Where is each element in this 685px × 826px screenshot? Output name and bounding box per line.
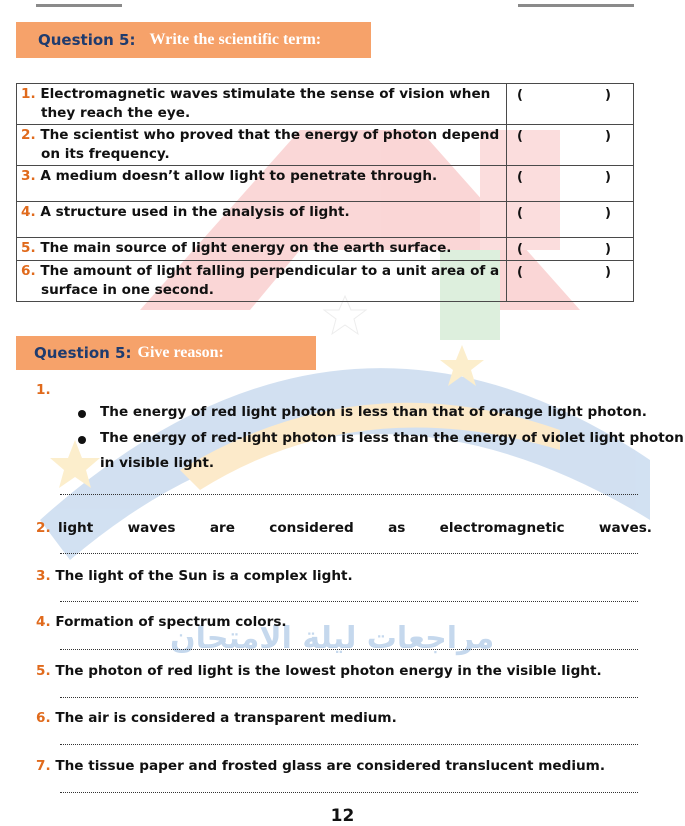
reason-number: 2. [36, 520, 51, 536]
question-label: Question 5: [38, 31, 136, 49]
reason-item [36, 758, 605, 774]
reason-text: The tissue paper and frosted glass are considered translucent medium. [55, 758, 605, 774]
term-question [17, 202, 507, 238]
question-text-cont: surface in one second. [41, 282, 214, 298]
answer-line[interactable] [60, 792, 638, 793]
open-paren: ( [517, 88, 523, 103]
reason-word: electromagnetic [439, 520, 565, 536]
bullet-icon [78, 410, 86, 418]
close-paren: ) [605, 242, 611, 257]
table-row [17, 84, 634, 125]
question-label: Question 5: [34, 344, 132, 362]
answer-line[interactable] [60, 494, 638, 495]
item-number: 6. [21, 263, 36, 279]
term-question [17, 125, 507, 166]
question-text: The main source of light energy on the earth surface. [40, 240, 452, 256]
reason-text-justified [58, 520, 652, 536]
term-question [17, 84, 507, 125]
banner-title: Write the scientific term: [149, 31, 322, 48]
open-paren: ( [517, 242, 523, 257]
reason-text: The air is considered a transparent medium. [55, 710, 397, 726]
question-text-cont: they reach the eye. [41, 105, 191, 121]
top-rule-left [36, 4, 122, 7]
open-paren: ( [517, 206, 523, 221]
watermark-arabic-text: مراجعات ليلة الامتحان [170, 621, 495, 656]
reason-text: The photon of red light is the lowest photon energy in the visible light. [55, 663, 602, 679]
top-rule-right [518, 4, 634, 7]
item-number: 1. [21, 86, 36, 102]
question-text: A medium doesn’t allow light to penetrate through. [40, 168, 438, 184]
question-text: Electromagnetic waves stimulate the sense of vision when [40, 86, 491, 102]
reason-word: are [209, 520, 235, 536]
question-text: The amount of light falling perpendicular to a unit area of a [40, 263, 500, 279]
reason-word: considered [269, 520, 354, 536]
reason-number: 3. [36, 568, 51, 584]
question-text-cont: on its frequency. [41, 146, 170, 162]
term-question [17, 166, 507, 202]
close-paren: ) [605, 206, 611, 221]
page-number: 12 [330, 806, 355, 826]
answer-cell[interactable] [507, 84, 634, 125]
table-row [17, 238, 634, 261]
answer-line[interactable] [60, 601, 638, 602]
give-reason-banner [16, 336, 316, 370]
table-row [17, 166, 634, 202]
reason-number: 1. [36, 382, 51, 398]
question-text: A structure used in the analysis of light. [40, 204, 350, 220]
close-paren: ) [605, 170, 611, 185]
table-row [17, 261, 634, 302]
scientific-term-table [16, 83, 634, 302]
question-text: The scientist who proved that the energy of photon depend [40, 127, 500, 143]
bullet-icon [78, 436, 86, 444]
item-number: 2. [21, 127, 36, 143]
answer-cell[interactable] [507, 125, 634, 166]
table-row [17, 125, 634, 166]
reason-word: waves. [598, 520, 652, 536]
reason-bullet-text-cont: in visible light. [100, 455, 215, 471]
reason-number: 5. [36, 663, 51, 679]
term-question [17, 238, 507, 261]
answer-cell[interactable] [507, 202, 634, 238]
item-number: 4. [21, 204, 36, 220]
answer-line[interactable] [60, 744, 638, 745]
reason-item [36, 663, 602, 679]
close-paren: ) [605, 88, 611, 103]
answer-cell[interactable] [507, 238, 634, 261]
reason-number: 4. [36, 614, 51, 630]
answer-line[interactable] [60, 553, 638, 554]
item-number: 5. [21, 240, 36, 256]
reason-bullet-text: The energy of red-light photon is less than the energy of violet light photon [100, 430, 684, 446]
term-question [17, 261, 507, 302]
reason-number: 7. [36, 758, 51, 774]
banner-title: Give reason: [137, 344, 224, 361]
open-paren: ( [517, 170, 523, 185]
close-paren: ) [605, 265, 611, 280]
reason-item [36, 710, 397, 726]
reason-item [36, 568, 353, 584]
reason-word: waves [127, 520, 176, 536]
reason-word: as [388, 520, 406, 536]
close-paren: ) [605, 129, 611, 144]
answer-cell[interactable] [507, 166, 634, 202]
reason-item [36, 614, 287, 630]
table-row [17, 202, 634, 238]
answer-cell[interactable] [507, 261, 634, 302]
answer-line[interactable] [60, 697, 638, 698]
reason-text: Formation of spectrum colors. [55, 614, 287, 630]
open-paren: ( [517, 265, 523, 280]
item-number: 3. [21, 168, 36, 184]
reason-bullet-text: The energy of red light photon is less than that of orange light photon. [100, 404, 647, 420]
reason-word: light [58, 520, 94, 536]
scientific-term-banner [16, 22, 371, 58]
answer-line[interactable] [60, 649, 638, 650]
open-paren: ( [517, 129, 523, 144]
reason-number: 6. [36, 710, 51, 726]
reason-text: The light of the Sun is a complex light. [55, 568, 353, 584]
